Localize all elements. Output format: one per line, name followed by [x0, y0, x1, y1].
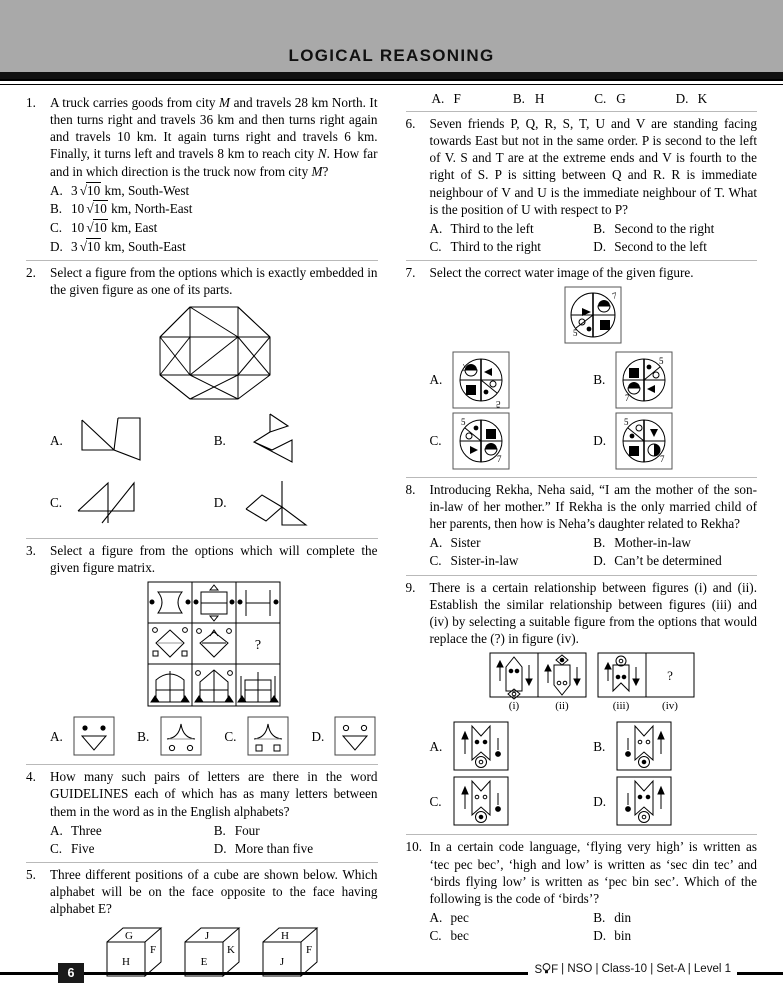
option-d[interactable]	[593, 775, 757, 827]
question-9	[406, 579, 758, 831]
option-label: B.	[213, 433, 226, 449]
q2-options-row-1	[50, 410, 378, 472]
header-rule	[0, 72, 783, 81]
q4-stem: How many such pairs of letters are there in the word GUIDELINES each of which has as many letters between them in the word as in the English alphabets?	[50, 769, 378, 819]
option-label: B.	[593, 738, 606, 754]
cube-top-letter: J	[204, 929, 209, 942]
option-a-figure	[72, 410, 150, 472]
question-text	[50, 768, 378, 858]
radicand: 10	[93, 201, 107, 217]
option-b[interactable]	[593, 220, 757, 238]
bulb-icon	[542, 963, 551, 974]
right-column	[392, 91, 758, 984]
q9-stem: There is a certain relationship between figures (i) and (ii). Establish the similar relationship between figures (iii) and (iv) by selecting a suitable figure from the options that would replace the (?) in figure (iv).	[429, 579, 757, 647]
question-separator	[406, 111, 758, 112]
option-label: A.	[429, 372, 443, 388]
radicand: 10	[87, 182, 101, 198]
option-label: D.	[50, 238, 63, 254]
option-text: H	[534, 91, 545, 106]
option-text: pec	[450, 910, 469, 925]
svg-text:7: 7	[611, 289, 619, 301]
question-text	[430, 838, 758, 945]
cube-right-letter: F	[149, 943, 156, 956]
option-c[interactable]	[430, 552, 594, 570]
option-a-figure	[452, 351, 510, 409]
option-label: D.	[593, 433, 607, 449]
option-text: Third to the left	[450, 220, 534, 236]
figure-label-i: (i)	[509, 700, 520, 713]
q5-options	[406, 91, 758, 107]
question-separator	[406, 477, 758, 478]
coefficient: 3	[71, 238, 78, 254]
option-label: C.	[429, 433, 442, 449]
question-separator	[406, 575, 758, 576]
q3-options-row	[50, 715, 378, 757]
option-a[interactable]	[432, 91, 513, 107]
q1-var-M2: M	[311, 163, 323, 179]
page-footer	[0, 955, 783, 992]
q5-stem: Three different positions of a cube are shown below. Which alphabet will be on the face opposite to the face having alphabet E?	[50, 867, 378, 917]
option-text: Sister	[450, 535, 481, 551]
q9-options-row-2	[430, 775, 758, 827]
page-title: LOGICAL REASONING	[288, 46, 495, 65]
coefficient: 10	[71, 201, 85, 217]
sof-logo-left: S	[534, 964, 543, 976]
question-number: 3.	[26, 542, 36, 558]
question-8	[406, 481, 758, 571]
option-tail: km, South-East	[101, 238, 186, 254]
option-a[interactable]	[430, 220, 594, 238]
option-label: D.	[593, 553, 607, 569]
option-d-figure	[333, 715, 377, 757]
q8-stem: Introducing Rekha, Neha said, “I am the mother of the son-in-law of her mother.” If Rekha is the only married child of her parents, then how is Neha’s daughter related to Rekha?	[429, 481, 757, 531]
svg-text:?: ?	[254, 638, 261, 654]
option-b[interactable]	[137, 715, 203, 757]
cube-left-letter: H	[121, 955, 130, 968]
option-c[interactable]	[430, 412, 594, 470]
option-value: 10 √10 km, North-East	[71, 201, 193, 217]
question-6	[406, 115, 758, 256]
svg-text:7: 7	[660, 453, 665, 464]
question-number: 5.	[26, 867, 36, 883]
q1-part1: A truck carries goods from city	[50, 95, 220, 110]
option-d[interactable]	[593, 927, 757, 945]
question-number: 7.	[405, 265, 416, 281]
option-text: More than five	[234, 840, 314, 856]
option-a[interactable]	[430, 351, 594, 409]
option-text: din	[614, 910, 632, 925]
question-text	[430, 481, 758, 571]
option-b-figure	[615, 351, 673, 409]
option-label: B.	[593, 220, 606, 236]
option-c[interactable]	[50, 475, 214, 531]
option-tail: km, South-West	[101, 182, 190, 198]
option-a[interactable]	[50, 410, 214, 472]
q2-stem: Select a figure from the options which is exactly embedded in the given figure as one of its parts.	[50, 265, 378, 298]
option-label: C.	[50, 495, 63, 511]
option-text: Can’t be determined	[614, 553, 722, 569]
sof-logo	[534, 962, 558, 976]
left-column	[26, 91, 392, 984]
question-separator	[26, 764, 378, 765]
option-c[interactable]	[50, 219, 378, 238]
question-1	[26, 94, 378, 256]
water-image-source-figure	[564, 286, 622, 344]
option-c[interactable]	[430, 238, 594, 256]
option-label: A.	[50, 182, 63, 198]
option-label: C.	[594, 91, 607, 106]
coefficient: 10	[71, 220, 85, 236]
option-label: B.	[50, 201, 63, 217]
figure-label-iv: (iv)	[662, 700, 679, 713]
sof-logo-right: F	[551, 964, 559, 976]
option-label: A.	[429, 910, 443, 925]
option-label: D.	[675, 91, 689, 106]
option-c-figure	[72, 475, 150, 531]
option-b[interactable]	[50, 200, 378, 219]
q1-options	[50, 182, 378, 257]
option-a-figure	[452, 720, 510, 772]
option-d[interactable]	[311, 715, 377, 757]
q2-options-row-2	[50, 475, 378, 531]
option-a[interactable]	[430, 909, 594, 927]
option-text: F	[453, 91, 461, 106]
option-b[interactable]	[593, 720, 757, 772]
svg-text:7: 7	[625, 392, 630, 403]
question-number: 10.	[405, 839, 422, 855]
figure-label-iii: (iii)	[613, 700, 630, 713]
option-c[interactable]	[594, 91, 675, 107]
q1-part3: . How far and in which direction is the truck now from city	[50, 146, 378, 179]
question-number: 2.	[26, 265, 36, 281]
page-number: 6	[58, 963, 84, 983]
option-label: D.	[593, 793, 607, 809]
option-c[interactable]	[50, 840, 214, 858]
option-text: bec	[450, 928, 469, 944]
q10-stem: In a certain code language, ‘flying very high’ is written as ‘tec pec bec’, ‘high and low’ is written as ‘sec din tec’ and ‘birds flying low’ is written as ‘pec bin sec’. Which of the following is the code of ‘birds’?	[429, 839, 757, 906]
option-text: G	[616, 91, 626, 106]
option-value: 3 √10 km, South-West	[71, 182, 190, 198]
cube-right-letter: K	[226, 943, 235, 956]
option-d[interactable]	[593, 412, 757, 470]
option-label: C.	[50, 220, 63, 236]
option-label: A.	[429, 220, 443, 236]
option-label: A.	[50, 728, 63, 744]
option-label: A.	[429, 535, 443, 551]
option-a-figure	[72, 715, 116, 757]
q1-part4: ?	[322, 163, 329, 179]
option-label: D.	[213, 840, 227, 856]
footer-meta	[528, 962, 737, 976]
option-label: B.	[593, 535, 606, 551]
option-label: B.	[213, 822, 226, 838]
option-d[interactable]	[50, 238, 378, 257]
option-d[interactable]	[676, 91, 757, 107]
question-text	[430, 579, 758, 831]
svg-text:7: 7	[496, 453, 501, 464]
option-d[interactable]	[214, 475, 378, 531]
q6-stem: Seven friends P, Q, R, S, T, U and V are standing facing towards East but not in the same order. P is second to the left of V. S and T are at the extreme ends and V is fourth to the right of S. P is sitting between Q and R. R is immediate neighbour of V and U is the immediate neighbour of T. What is the position of U with respect to P?	[429, 116, 757, 217]
option-d-figure	[615, 775, 673, 827]
option-label: A.	[429, 738, 443, 754]
option-label: A.	[50, 433, 63, 449]
option-c-figure	[452, 775, 510, 827]
question-sheet	[0, 85, 783, 984]
option-d[interactable]	[214, 840, 378, 858]
q7-options-row-2	[430, 412, 758, 470]
cube-top-letter: G	[124, 929, 133, 942]
cube-left-letter: J	[279, 955, 284, 968]
option-text: Third to the right	[450, 239, 541, 255]
option-b[interactable]	[593, 351, 757, 409]
question-text	[50, 542, 378, 760]
option-b[interactable]	[214, 410, 378, 472]
radicand: 10	[93, 220, 107, 236]
svg-text:5: 5	[495, 398, 500, 409]
svg-text:5: 5	[460, 416, 465, 427]
question-10	[406, 838, 758, 945]
option-c[interactable]	[224, 715, 290, 757]
option-text: Sister-in-law	[450, 553, 519, 569]
option-b-figure	[236, 410, 314, 472]
cube-left-letter: E	[200, 955, 208, 968]
option-label: C.	[429, 553, 442, 569]
question-7	[406, 264, 758, 472]
option-text: Second to the right	[614, 220, 715, 236]
option-c[interactable]	[430, 927, 594, 945]
svg-text:5: 5	[573, 327, 578, 338]
option-b[interactable]	[593, 534, 757, 552]
option-label: A.	[50, 822, 63, 838]
option-text: Three	[71, 822, 102, 838]
q9-figure-row	[488, 651, 698, 713]
q1-part2: and travels 28 km North. It then turns right and travels 36 km and then turns right again and travels 10 km. It again turns right and travels 6 km. Finally, it turns left and travels 8 km to reach city	[50, 95, 378, 162]
q10-options	[430, 909, 758, 945]
option-text: K	[697, 91, 708, 106]
svg-text:5: 5	[659, 355, 664, 366]
figure-label-ii: (ii)	[555, 700, 569, 713]
option-label: C.	[429, 793, 442, 809]
question-number: 8.	[405, 481, 416, 497]
question-number: 6.	[405, 116, 416, 131]
octagon-figure-svg	[154, 303, 274, 403]
option-d-figure	[236, 475, 314, 531]
option-text: Mother-in-law	[614, 535, 691, 551]
question-separator	[26, 538, 378, 539]
q3-stem: Select a figure from the options which will complete the given figure matrix.	[50, 542, 378, 575]
option-label: D.	[311, 728, 325, 744]
q1-var-M1: M	[219, 95, 231, 110]
option-label: D.	[593, 239, 607, 255]
option-value: 3 √10 km, South-East	[71, 238, 186, 254]
question-number: 1.	[26, 95, 36, 110]
option-d[interactable]	[593, 238, 757, 256]
option-label: D.	[593, 928, 607, 944]
option-text: bin	[614, 928, 632, 944]
svg-text:7: 7	[461, 361, 466, 372]
option-label: C.	[50, 840, 63, 856]
option-label: B.	[137, 728, 150, 744]
option-label: B.	[512, 91, 525, 106]
option-label: C.	[429, 239, 442, 255]
missing-marker: ?	[667, 668, 674, 684]
option-label: D.	[213, 495, 227, 511]
question-separator	[406, 834, 758, 835]
q7-stem: Select the correct water image of the given figure.	[429, 265, 694, 281]
option-label: B.	[593, 372, 606, 388]
cube-top-letter: H	[280, 929, 289, 942]
radicand: 10	[87, 238, 101, 254]
option-label: C.	[429, 928, 442, 944]
q7-options-row-1	[430, 351, 758, 409]
coefficient: 3	[71, 182, 78, 198]
option-a[interactable]	[50, 715, 116, 757]
option-b[interactable]	[593, 909, 757, 927]
option-b[interactable]	[214, 822, 378, 840]
option-a[interactable]	[50, 182, 378, 201]
page-header	[0, 0, 783, 72]
question-number: 4.	[26, 769, 36, 785]
option-c-figure	[452, 412, 510, 470]
q1-var-N: N	[317, 146, 327, 162]
option-value: 10 √10 km, East	[71, 220, 158, 236]
footer-meta-text: | NSO | Class-10 | Set-A | Level 1	[561, 963, 731, 975]
option-d-figure	[615, 412, 673, 470]
q8-options	[430, 534, 758, 570]
option-c[interactable]	[430, 775, 594, 827]
q9-problem-figures	[430, 651, 758, 717]
option-a[interactable]	[50, 822, 214, 840]
question-text	[50, 94, 378, 256]
option-text: Four	[234, 822, 260, 838]
question-2	[26, 264, 378, 533]
q9-options-row-1	[430, 720, 758, 772]
question-separator	[406, 260, 758, 261]
option-b[interactable]	[513, 91, 594, 107]
question-text	[430, 115, 758, 256]
question-3	[26, 542, 378, 760]
question-separator	[26, 862, 378, 863]
cube-right-letter: F	[305, 943, 312, 956]
option-label: B.	[593, 910, 606, 925]
option-a[interactable]	[430, 534, 594, 552]
q2-main-figure	[50, 303, 378, 407]
option-label: C.	[224, 728, 237, 744]
option-tail: km, East	[107, 220, 158, 236]
question-4	[26, 768, 378, 858]
option-tail: km, North-East	[107, 201, 193, 217]
option-b-figure	[159, 715, 203, 757]
option-d[interactable]	[593, 552, 757, 570]
q4-options	[50, 822, 378, 858]
option-c-figure	[246, 715, 290, 757]
figure-matrix-svg	[146, 580, 282, 708]
q3-matrix	[50, 580, 378, 712]
option-label: A.	[431, 91, 445, 106]
question-text	[430, 264, 758, 472]
option-a[interactable]	[430, 720, 594, 772]
question-number: 9.	[405, 579, 416, 595]
q6-options	[430, 220, 758, 256]
question-separator	[26, 260, 378, 261]
svg-text:5: 5	[624, 416, 629, 427]
option-text: Second to the left	[614, 239, 707, 255]
q7-main-figure	[430, 286, 758, 348]
option-b-figure	[615, 720, 673, 772]
question-text	[50, 264, 378, 533]
option-text: Five	[71, 840, 95, 856]
